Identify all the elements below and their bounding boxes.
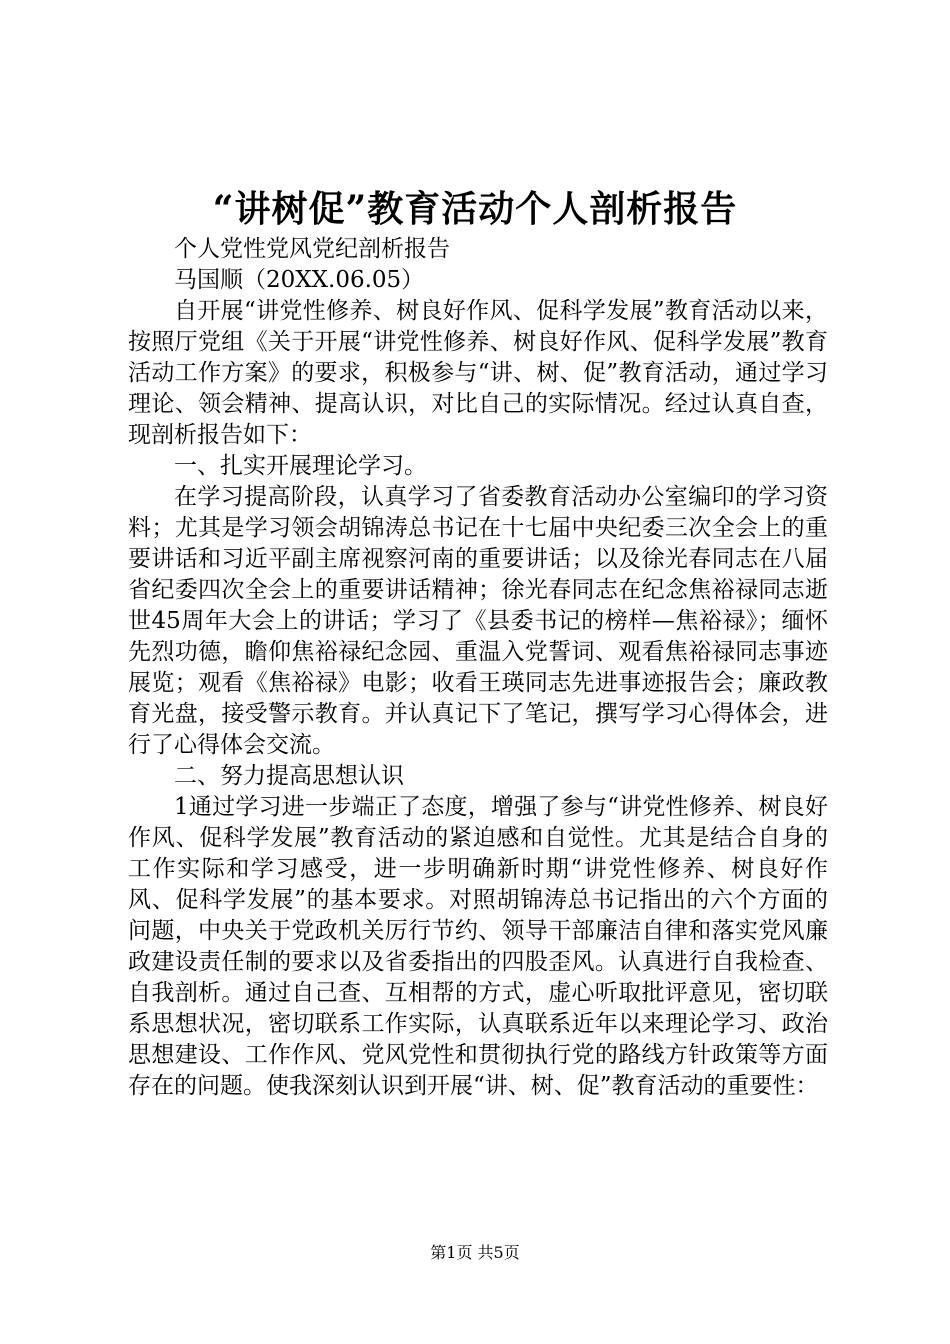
paragraph-subtitle: 个人党性党风党纪剖析报告 xyxy=(174,236,450,262)
section-heading-1: 一、扎实开展理论学习。 xyxy=(174,453,427,479)
paragraph-intro: 自开展“讲党性修养、树良好作风、促科学发展”教育活动以来，按照厅党组《关于开展“讲党性修养、树良好作风、促科学发展”教育活动工作方案》的要求，积极参与“讲、树、促”教育活动，通过学习理论、领会精神、提高认识，对比自己的实际情况。经过认真自查，现剖析报告如下： xyxy=(128,298,828,448)
document-title: “讲树促”教育活动个人剖析报告 xyxy=(212,188,738,230)
paragraph-awareness: 1通过学习进一步端正了态度，增强了参与“讲党性修养、树良好作风、促科学发展”教育活动的紧迫感和自觉性。尤其是结合自身的工作实际和学习感受，进一步明确新时期“讲党性修养、树良好作风、促科学发展”的基本要求。对照胡锦涛总书记指出的六个方面的问题，中央关于党政机关厉行节约、领导干部廉洁自律和落实党风廉政建设责任制的要求以及省委指出的四股歪风。认真进行自我检查、自我剖析。通过自己查、互相帮的方式，虚心听取批评意见，密切联系思想状况，密切联系工作实际，认真联系近年以来理论学习、政治思想建设、工作作风、党风党性和贯彻执行党的路线方针政策等方面存在的问题。使我深刻认识到开展“讲、树、促”教育活动的重要性： xyxy=(128,794,828,1099)
paragraph-study: 在学习提高阶段，认真学习了省委教育活动办公室编印的学习资料；尤其是学习领会胡锦涛总书记在十七届中央纪委三次全会上的重要讲话和习近平副主席视察河南的重要讲话；以及徐光春同志在八届省纪委四次全会上的重要讲话精神；徐光春同志在纪念焦裕禄同志逝世45周年大会上的讲话；学习了《县委书记的榜样—焦裕禄》；缅怀先烈功德，瞻仰焦裕禄纪念园、重温入党誓词、观看焦裕禄同志事迹展览；观看《焦裕禄》电影；收看王瑛同志先进事迹报告会；廉政教育光盘，接受警示教育。并认真记下了笔记，撰写学习心得体会，进行了心得体会交流。 xyxy=(128,484,828,758)
paragraph-author-date: 马国顺（20XX.06.05） xyxy=(174,267,425,293)
section-heading-2: 二、努力提高思想认识 xyxy=(174,763,404,789)
document-body xyxy=(128,234,828,1102)
page-footer: 第1页 共5页 xyxy=(430,1243,520,1262)
